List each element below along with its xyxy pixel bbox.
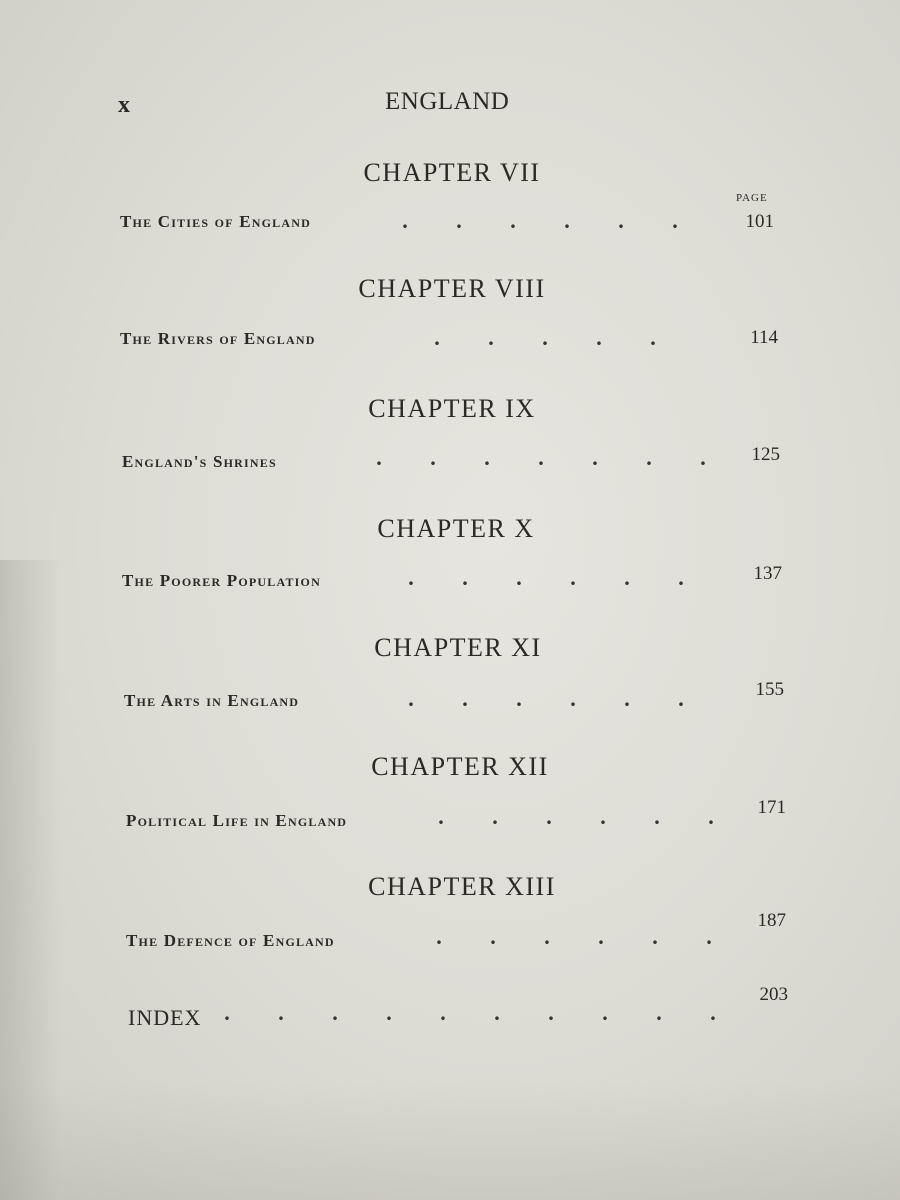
chapter-heading: CHAPTER XI — [374, 633, 542, 662]
chapter-heading: CHAPTER VIII — [358, 274, 546, 303]
page-number: 125 — [751, 444, 780, 465]
page-column-label: PAGE — [736, 192, 768, 204]
folio-number: x — [118, 92, 130, 118]
running-head: ENGLAND — [385, 88, 510, 115]
index-title: INDEX — [128, 1005, 202, 1030]
dot-leader: . . . . . . — [402, 208, 678, 233]
dot-leader: . . . . . . — [436, 924, 712, 949]
page-number: 187 — [757, 910, 786, 931]
page-number: 203 — [759, 984, 788, 1005]
chapter-title: England's Shrines — [122, 452, 277, 471]
chapter-title: Political Life in England — [126, 811, 348, 830]
chapter-title: The Cities of England — [120, 212, 311, 231]
page-number: 171 — [757, 797, 786, 818]
dot-leader: . . . . . . — [408, 565, 684, 590]
page-shadow-bottom — [0, 1080, 900, 1200]
page-number: 155 — [755, 679, 784, 700]
dot-leader: . . . . . . . — [376, 445, 706, 470]
chapter-heading: CHAPTER XIII — [368, 872, 556, 901]
chapter-heading: CHAPTER IX — [368, 394, 536, 423]
chapter-heading: CHAPTER X — [377, 514, 535, 543]
chapter-heading: CHAPTER XII — [371, 752, 549, 781]
dot-leader: . . . . . . — [408, 686, 684, 711]
dot-leader: . . . . . . — [438, 804, 714, 829]
chapter-title: The Poorer Population — [122, 571, 321, 590]
chapter-heading: CHAPTER VII — [363, 158, 541, 187]
chapter-title: The Arts in England — [124, 691, 300, 710]
page-number: 101 — [745, 211, 774, 232]
chapter-title: The Defence of England — [126, 931, 335, 950]
dot-leader: . . . . . . . . . . — [224, 1000, 716, 1025]
page-number: 137 — [753, 563, 782, 584]
page-number: 114 — [750, 327, 778, 348]
dot-leader: . . . . . — [434, 325, 656, 350]
chapter-title: The Rivers of England — [120, 329, 316, 348]
